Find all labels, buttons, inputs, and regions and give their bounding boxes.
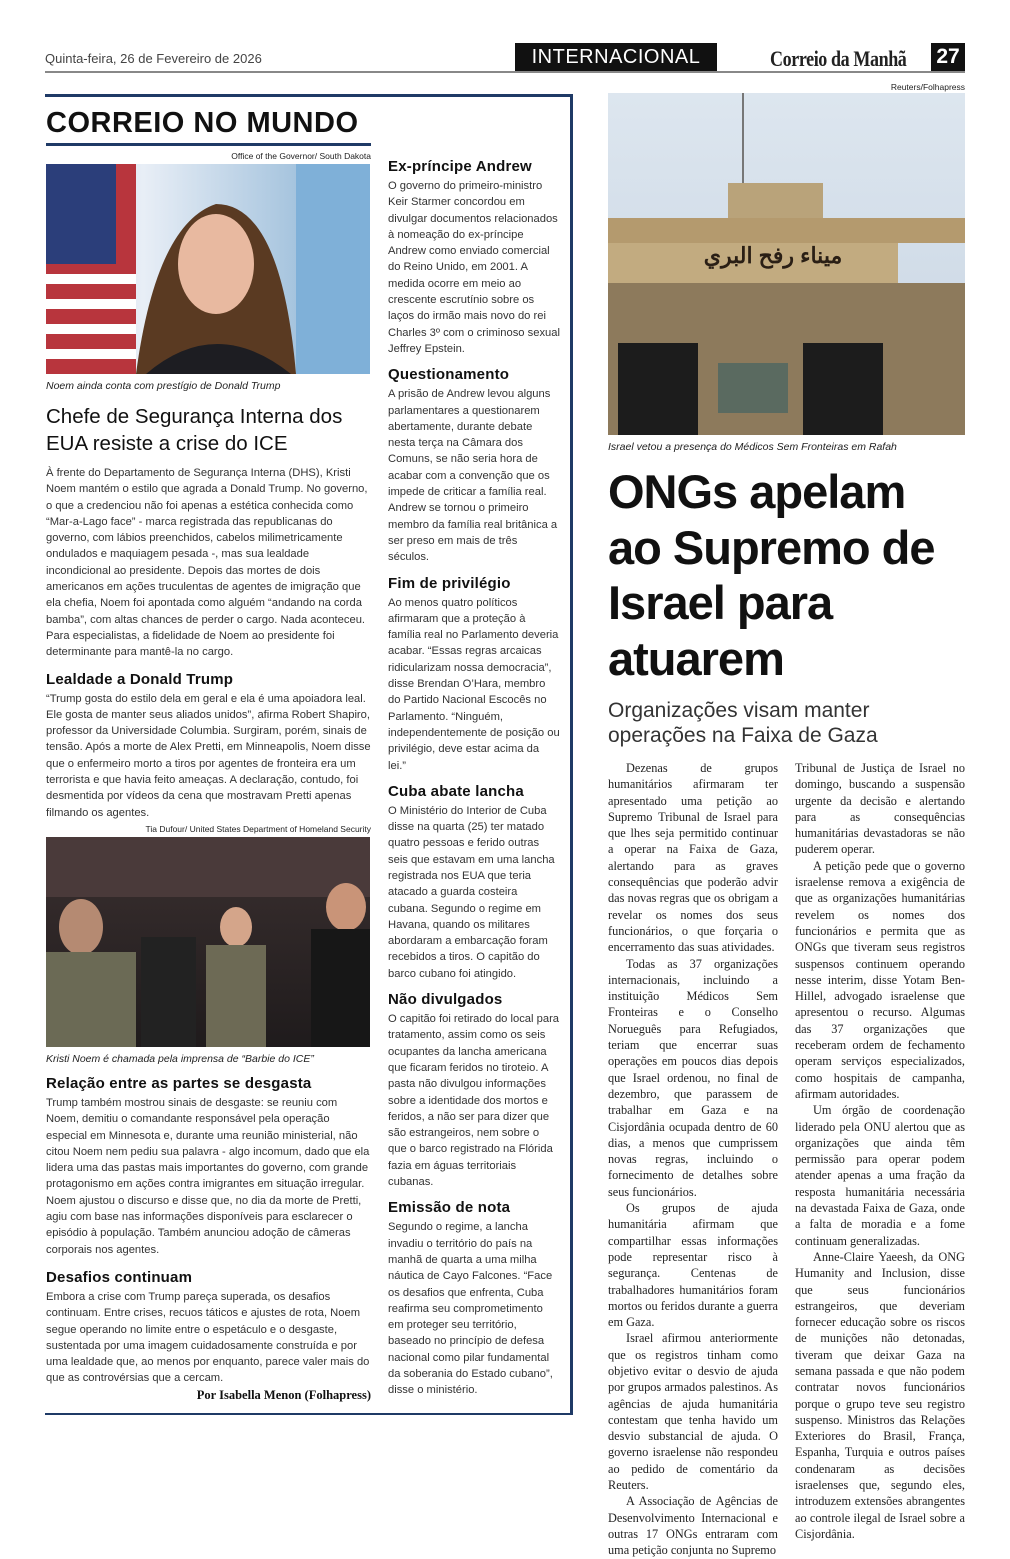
photo-credit: Reuters/Folhapress: [890, 82, 965, 92]
brief-title: Fim de privilégio: [388, 574, 511, 592]
paragraph: Um órgão de coordenação liderado pela ONU alertou que as organizações que ainda têm permissão para operar podem atender apenas a uma fração da resposta humanitária necessária na devastada Faixa de Gaza, onde a falta de moradia e a fome continuam generalizadas.: [795, 1103, 965, 1248]
subheadline: Organizações visam manter operações na Faixa de Gaza: [608, 699, 878, 747]
kicker-underline: [46, 143, 371, 146]
photo-caption: Noem ainda conta com prestígio de Donald Trump: [46, 380, 281, 392]
paragraph: A Associação de Agências de Desenvolvimento Internacional e outras 17 ONGs entraram com uma petição conjunta no Supremo: [608, 1494, 778, 1558]
photo-caption: Israel vetou a presença do Médicos Sem Fronteiras em Rafah: [608, 441, 897, 453]
noem-article-part2: [46, 1074, 371, 1403]
newspaper-logo: Correio da Manhã: [770, 46, 907, 71]
noem-article-part1: [46, 465, 371, 821]
brief-title: Cuba abate lancha: [388, 782, 524, 800]
paragraph: “Trump gosta do estilo dela em geral e ela é uma apoiadora leal. Ele gosta de manter seus aliados unidos”, afirma Robert Shapiro, professor da Universidade Columbia. Surgiram, porém, sinais de tensão. Após a morte de Alex Pretti, em Minneapolis, Noem disse que o enfermeiro morto a tiros por agentes de fronteira era um terrorista e que havia feito ameaças. A declaração, contudo, foi desmentida por vídeos da cena que mostravam Pretti apenas filmando os agentes.: [46, 692, 371, 819]
photo-credit: Office of the Governor/ South Dakota: [231, 151, 371, 161]
briefs-column: [388, 105, 560, 1403]
brief-title: Emissão de nota: [388, 1199, 511, 1217]
brief-title: Questionamento: [388, 366, 510, 384]
article-headline: Chefe de Segurança Interna dos EUA resiste a crise do ICE: [46, 405, 343, 455]
brief-item: [388, 157, 560, 357]
noem-portrait-photo: [46, 164, 370, 374]
gate-sign: ميناء رفح البري: [703, 243, 843, 268]
brief-text: A prisão de Andrew levou alguns parlamentares a questionarem abertamente, durante debate nesta terça na Câmara dos Comuns, se não seria hora de acabar com a convenção que os impede de criticar a família real. Andrew se tornou o primeiro membro da família real britânica a ser preso em mais de três séculos.: [388, 388, 558, 564]
paragraph: Todas as 37 organizações internacionais, incluindo a instituição Médicos Sem Fronteiras e o Conselho Norueguês para Refugiados, teriam que encerrar suas operações em poucos dias depois que Israel ordenou, no final de dezembro, que parassem de trabalhar em Gaza e na Cisjordânia ocupada dentro de 60 dias, a menos que cumprissem novas regras, incluindo o fornecimento de detalhes sobre seus funcionários.: [608, 956, 778, 1199]
brief-item: [388, 990, 560, 1190]
paragraph: Embora a crise com Trump pareça superada, os desafios continuam. Entre crises, recuos táticos e ajustes de rota, Noem segue operando no limite entre o espetáculo e o desgaste, sustentada por uma imagem cuidadosamente construída e por uma lealdade que, ao menos por enquanto, parece valer mais do que as controvérsias que a cercam.: [46, 1290, 370, 1385]
agents-illustration: [46, 837, 370, 1047]
noem-agents-photo: [46, 837, 370, 1047]
paragraph: Tribunal de Justiça de Israel no domingo, buscando a suspensão urgente da decisão e alertando para as consequências humanitárias devastadoras se não puderem operar.: [795, 761, 965, 857]
byline: Por Isabella Menon (Folhapress): [196, 1387, 371, 1402]
brief-item: [388, 782, 560, 982]
paragraph: Anne-Claire Yaeesh, da ONG Humanity and Inclusion, disse que seus funcionários estrangeiros, que deveriam fornecer educação sobre os riscos de munições não detonadas, tiveram que deixar Gaza na semana passada e que não podem contratar novos funcionários porque o grupo teve seu registro suspenso. Ministros das Relações Exteriores do Brasil, França, Espanha, Turquia e outros países condenaram as decisões israelenses que, segundo eles, introduzem extensões abrangentes ao controle ilegal de Israel sobre a Cisjordânia.: [795, 1249, 965, 1541]
paragraph: Israel afirmou anteriormente que os registros tinham como objetivo evitar o desvio de ajuda por grupos armados palestinos. As agências de ajuda humanitária contestam que tenha havido um desvio substancial de ajuda. O governo israelense não respondeu ao pedido de comentário da Reuters.: [608, 1331, 778, 1493]
brief-text: Segundo o regime, a lancha invadiu o território do país na manhã de quarta a uma milha náutica de Cayo Falcones. “Face os desafios que enfrenta, Cuba reafirma seu comprometimento em proteger seu território, baseado no princípio de defesa nacional como pilar fundamental da soberania do Estado cubano”, disse o ministério.: [388, 1221, 553, 1397]
brief-text: O governo do primeiro-ministro Keir Starmer concordou em divulgar documentos relacionados à nomeação do ex-príncipe Andrew como enviado comercial do Reino Unido, em 2001. A medida ocorre em meio ao crescente escrutínio sobre os laços do irmão mais novo do rei Charles 3º com o criminoso sexual Jeffrey Epstein.: [388, 180, 560, 355]
brief-item: [388, 1198, 560, 1398]
paragraph: A petição pede que o governo israelense remova a exigência de que as organizações humanitárias revelem os nomes dos funcionários e permita que as ONGs que tiveram seus registros suspensos continuem operando nesse interim, disse Yotam Ben-Hillel, advogado israelense que apresentou o recurso. Algumas das 37 organizações que receberam ordem de fechamento operam serviços especializados, como hospitais de campanha, afirmam autoridades.: [795, 858, 965, 1101]
brief-title: Não divulgados: [388, 991, 503, 1009]
left-column: [46, 105, 371, 1403]
issue-date: Quinta-feira, 26 de Fevereiro de 2026: [45, 51, 262, 66]
paragraph: Dezenas de grupos humanitários afirmaram ter apresentado uma petição ao Supremo Tribunal de Israel para que lhes seja permitido continuar a operar na Faixa de Gaza, alertando para as graves consequências que poderão advir das novas regras que os obrigam a revelar os nomes dos seus funcionários, o que forçaria o encerramento das suas atividades.: [608, 761, 778, 955]
brief-text: O capitão foi retirado do local para tratamento, assim como os seis ocupantes da lancha americana que ficaram feridos no tiroteio. A pasta não divulgou informações sobre a identidade dos mortos e feridos, a não ser para dizer que são estrangeiros, nem sobre o que o barco registrado na Flórida fazia em águas territoriais cubanas.: [388, 1013, 560, 1189]
page-number: 27: [931, 43, 965, 71]
subheading: Desafios continuam: [46, 1268, 193, 1286]
paragraph: Os grupos de ajuda humanitária afirmam que compartilhar essas informações pode representar risco à segurança. Centenas de trabalhadores humanitários foram mortos ou feridos durante a guerra em Gaza.: [608, 1201, 778, 1330]
paragraph: Trump também mostrou sinais de desgaste: se reuniu com Noem, demitiu o comandante responsável pela operação especial em Minnesota e, durante uma reunião ministerial, não citou Noem nem pediu sua palavra - algo incomum, dado que ela lidera uma das pastas mais importantes do governo, com grande protagonismo em ações contra imigrantes em situação irregular. Noem ajustou o discurso e disse que, no dia da morte de Pretti, agiu com base nas informações disponíveis para esclarecer o episódio à população. Também anunciou adoção de câmeras corporais nos agentes.: [46, 1096, 370, 1256]
rafah-crossing-photo: [608, 93, 965, 435]
brief-item: [388, 574, 560, 774]
brief-title: Ex-príncipe Andrew: [388, 158, 532, 175]
article-body-columns: [608, 760, 965, 1559]
section-kicker: CORREIO NO MUNDO: [46, 107, 359, 139]
section-label: INTERNACIONAL: [515, 43, 717, 71]
brief-text: Ao menos quatro políticos afirmaram que a proteção à família real no Parlamento deveria acabar. “Essas regras arcaicas ridicularizam nossa democracia”, disse Brendan O’Hara, membro do Partido Nacional Escocês no Parlamento. “Ninguém, independentemente de posição ou privilégio, deve estar acima da lei.”: [388, 596, 560, 772]
photo-caption: Kristi Noem é chamada pela imprensa de “Barbie do ICE”: [46, 1052, 314, 1065]
ngo-article: [608, 81, 965, 1559]
brief-text: O Ministério do Interior de Cuba disse na quarta (25) ter matado quatro pessoas e ferido outras seis que estavam em uma lancha registrada nos EUA que teria atacado a guarda costeira cubana. Segundo o regime em Havana, quando os militares abordaram a embarcação foram recebidos a tiros. O capitão do barco cubano foi atingido.: [388, 804, 555, 980]
paragraph: À frente do Departamento de Segurança Interna (DHS), Kristi Noem mantém o estilo que agrada a Donald Trump. No governo, o que a credenciou não foi apenas a estética conhecida como “Mar-a-Lago face” - marca registrada das republicanas do governo, com lábios preenchidos, cabelos milimetricamente ondulados e maquiagem pesada -, mas sua lealdade incondicional ao presidente. Depois das mortes de dois americanos em ações truculentas de agentes de imigração que ela chefia, Noem foi apontada como alguém “andando na corda bamba”, com altas chances de perder o cargo. Nada aconteceu. Para especialistas, a fidelidade de Noem ao presidente foi determinante para mantê-la no cargo.: [46, 467, 368, 659]
header-divider: [45, 71, 965, 73]
photo-credit: Tia Dufour/ United States Department of Homeland Security: [145, 823, 371, 834]
portrait-illustration: [46, 164, 370, 374]
brief-item: [388, 365, 560, 565]
main-headline: ONGs apelam ao Supremo de Israel para atuarem: [608, 465, 935, 685]
correio-no-mundo-box: [45, 94, 573, 1415]
subheading: Relação entre as partes se desgasta: [46, 1074, 312, 1092]
subheading: Lealdade a Donald Trump: [46, 670, 234, 688]
